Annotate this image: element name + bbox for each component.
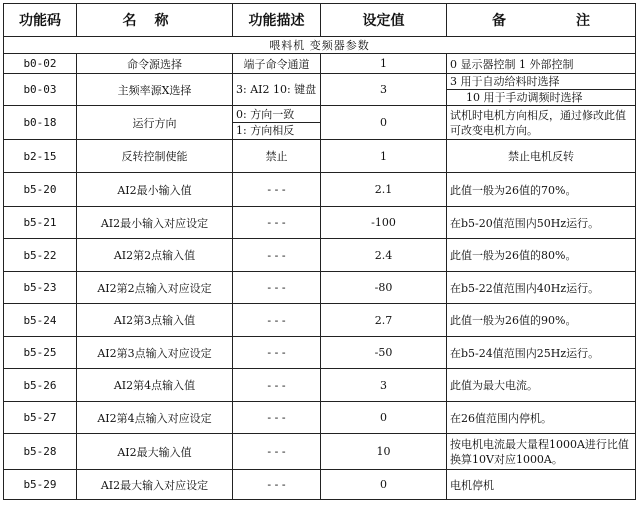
desc-line: 0: 方向一致 (233, 107, 320, 123)
param-code: b5-24 (4, 304, 77, 337)
header-note (447, 4, 636, 37)
param-value: 3 (321, 74, 447, 106)
table-row (4, 402, 636, 434)
desc-line: 1: 方向相反 (236, 124, 295, 137)
param-note: 电机停机 (447, 470, 636, 500)
param-desc (233, 106, 321, 140)
param-name: AI2第2点输入对应设定 (77, 272, 233, 304)
param-note: 此值一般为26值的90%。 (447, 304, 636, 337)
note-line: 10 用于手动调频时选择 (466, 91, 583, 104)
param-name: AI2最小输入对应设定 (77, 207, 233, 239)
param-code: b2-15 (4, 140, 77, 173)
param-name: AI2最大输入值 (77, 434, 233, 470)
param-desc: - - - (233, 304, 321, 337)
param-value: 3 (321, 369, 447, 402)
section-row (4, 37, 636, 54)
param-note: 在26值范围内停机。 (447, 402, 636, 434)
param-desc: - - - (233, 272, 321, 304)
param-value: 0 (321, 402, 447, 434)
param-code: b5-21 (4, 207, 77, 239)
param-desc: 端子命令通道 (233, 54, 321, 74)
param-desc: - - - (233, 402, 321, 434)
param-value: -100 (321, 207, 447, 239)
note-line: 3 用于自动给料时选择 (447, 74, 635, 90)
param-name: AI2第4点输入对应设定 (77, 402, 233, 434)
param-value: 2.7 (321, 304, 447, 337)
param-code: b5-26 (4, 369, 77, 402)
param-desc: - - - (233, 470, 321, 500)
param-note: 此值为最大电流。 (447, 369, 636, 402)
header-desc: 功能描述 (233, 4, 321, 37)
param-name: AI2最大输入对应设定 (77, 470, 233, 500)
param-name: AI2最小输入值 (77, 173, 233, 207)
param-note: 在b5-22值范围内40Hz运行。 (447, 272, 636, 304)
parameter-sheet (3, 3, 636, 500)
param-value: 2.4 (321, 239, 447, 272)
param-name: AI2第3点输入值 (77, 304, 233, 337)
param-code: b5-28 (4, 434, 77, 470)
param-code: b5-27 (4, 402, 77, 434)
table-row (4, 239, 636, 272)
param-value: 10 (321, 434, 447, 470)
param-desc: - - - (233, 369, 321, 402)
header-value: 设定值 (321, 4, 447, 37)
param-value: -50 (321, 337, 447, 369)
param-note: 禁止电机反转 (447, 140, 636, 173)
param-name: 命令源选择 (77, 54, 233, 74)
param-note (447, 74, 636, 106)
param-desc: - - - (233, 337, 321, 369)
param-note: 在b5-20值范围内50Hz运行。 (447, 207, 636, 239)
param-note: 试机时电机方向相反，通过修改此值可改变电机方向。 (447, 106, 636, 140)
param-note: 在b5-24值范围内25Hz运行。 (447, 337, 636, 369)
table-row (4, 470, 636, 500)
param-name: 反转控制使能 (77, 140, 233, 173)
param-desc: - - - (233, 239, 321, 272)
table-row (4, 337, 636, 369)
header-code: 功能码 (4, 4, 77, 37)
table-row (4, 207, 636, 239)
param-value: 0 (321, 106, 447, 140)
table-row (4, 272, 636, 304)
param-name: 运行方向 (77, 106, 233, 140)
param-code: b5-25 (4, 337, 77, 369)
param-desc: - - - (233, 173, 321, 207)
param-value: 1 (321, 140, 447, 173)
param-name: AI2第3点输入对应设定 (77, 337, 233, 369)
param-value: 1 (321, 54, 447, 74)
header-name: 名称 (77, 4, 233, 37)
param-note: 此值一般为26值的70%。 (447, 173, 636, 207)
parameter-table (3, 3, 636, 500)
header-row (4, 4, 636, 37)
param-value: 0 (321, 470, 447, 500)
param-code: b5-29 (4, 470, 77, 500)
table-row (4, 304, 636, 337)
param-desc: 3: AI2 10: 键盘 (233, 74, 321, 106)
param-code: b5-23 (4, 272, 77, 304)
table-row (4, 74, 636, 106)
param-note: 按电机电流最大量程1000A进行比值换算10V对应1000A。 (447, 434, 636, 470)
table-row (4, 173, 636, 207)
param-note: 0 显示器控制 1 外部控制 (447, 54, 636, 74)
param-name: AI2第2点输入值 (77, 239, 233, 272)
table-row (4, 369, 636, 402)
param-desc: - - - (233, 207, 321, 239)
param-desc: 禁止 (233, 140, 321, 173)
param-desc: - - - (233, 434, 321, 470)
header-note-part-1: 备 (492, 13, 506, 29)
header-note-part-2: 注 (576, 13, 590, 29)
table-row (4, 54, 636, 74)
param-code: b5-20 (4, 173, 77, 207)
param-value: 2.1 (321, 173, 447, 207)
param-code: b0-02 (4, 54, 77, 74)
param-code: b0-03 (4, 74, 77, 106)
param-name: 主频率源X选择 (77, 74, 233, 106)
table-row (4, 434, 636, 470)
table-row (4, 106, 636, 140)
param-code: b0-18 (4, 106, 77, 140)
param-note: 此值一般为26值的80%。 (447, 239, 636, 272)
section-title: 喂料机 变频器参数 (4, 37, 636, 54)
param-value: -80 (321, 272, 447, 304)
table-row (4, 140, 636, 173)
param-name: AI2第4点输入值 (77, 369, 233, 402)
param-code: b5-22 (4, 239, 77, 272)
